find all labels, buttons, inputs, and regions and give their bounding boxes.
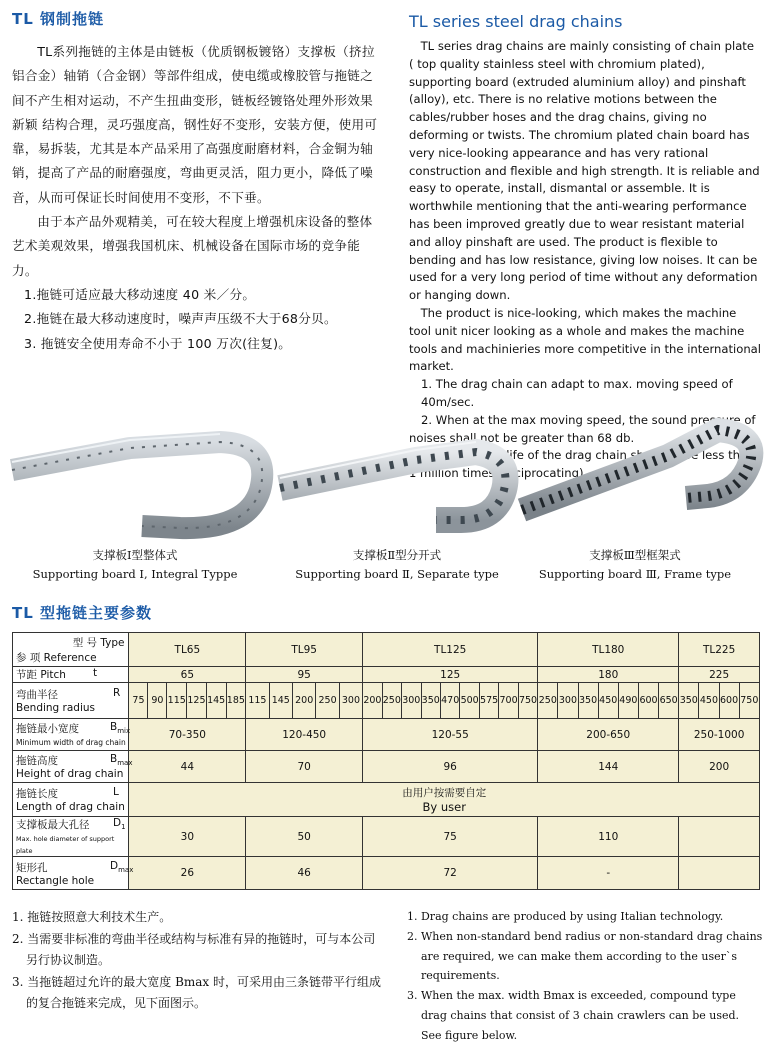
caption-separate [272, 546, 522, 584]
radius-cell: 650 [659, 683, 679, 719]
en-title: TL series steel drag chains [409, 12, 623, 31]
row-label: 节距 Pitch [16, 669, 66, 681]
row-label-en: Bending radius [16, 702, 96, 714]
notes-cn [12, 907, 384, 1015]
table-row [13, 683, 760, 719]
caption-cn: 支撑板Ⅰ型整体式 [92, 548, 178, 562]
table-cell: 95 [246, 667, 363, 683]
radius-cell: 250 [382, 683, 401, 719]
frame-type-chain-image [518, 420, 760, 535]
row-label-height [13, 751, 133, 783]
table-cell: 110 [538, 817, 679, 857]
radius-cell: 125 [187, 683, 207, 719]
radius-cell: 145 [206, 683, 226, 719]
caption-cn: 支撑板Ⅱ型分开式 [352, 548, 442, 562]
radius-cell: 90 [148, 683, 167, 719]
cn-intro [12, 40, 384, 356]
radius-cell: 350 [578, 683, 598, 719]
table-cell [679, 817, 760, 857]
length-value-cn: 由用户按需要自定 [402, 787, 487, 799]
radius-cell: 500 [460, 683, 479, 719]
note: 3. When the max. width Bmax is exceeded, compound type drag chains that consist of 3 chain crawlers can be used. See figure below. [407, 989, 740, 1042]
radius-cell: 300 [558, 683, 578, 719]
caption-cn: 支撑板Ⅲ型框架式 [589, 548, 681, 562]
row-label: 弯曲半径 [16, 689, 58, 701]
model-header: TL95 [246, 633, 363, 667]
en-item: 3. The service life of the drag chain shall not be less than 1 million times (reciprocating). [409, 448, 755, 481]
row-label-en: Height of drag chain [16, 768, 124, 780]
radius-cell: 470 [440, 683, 459, 719]
table-row [13, 719, 760, 751]
integral-type-chain-image [10, 420, 280, 535]
table-cell: 30 [129, 817, 246, 857]
row-label: 拖链最小宽度 [16, 723, 79, 735]
caption-en: Supporting board Ⅱ, Separate type [295, 567, 499, 581]
table-cell: 120-55 [363, 719, 538, 751]
row-label-rect [13, 857, 134, 890]
note: 3. 当拖链超过允许的最大宽度 Bmax 时，可采用由三条链带平行组成的复合拖链来完成，见下面图示。 [12, 974, 382, 1010]
table-cell: 72 [363, 857, 538, 890]
caption-en: Supporting board Ⅰ, Integral Typpe [32, 567, 238, 581]
symbol: R [113, 687, 121, 699]
en-paragraph-2: The product is nice-looking, which makes the machine tool unit nicer looking as a whole and makes the machine tools and machinieries more competitive in the international market. [409, 305, 762, 374]
table-row [13, 751, 760, 783]
table-title: TL 型拖链主要参数 [12, 604, 153, 622]
en-intro [409, 38, 761, 483]
radius-cell: 600 [719, 683, 739, 719]
table-cell: 250-1000 [679, 719, 760, 751]
product-photos [10, 420, 760, 535]
en-item: 1. The drag chain can adapt to max. moving speed of 40m/sec. [421, 377, 733, 409]
radius-cell: 185 [226, 683, 246, 719]
symbol: $B_{max}$ [110, 753, 133, 768]
radius-cell: 600 [638, 683, 658, 719]
cn-paragraph-1: TL系列拖链的主体是由链板（优质钢板镀铬）支撑板（挤拉铝合金）轴销（合金钢）等部件组成，使电缆或橡胶管与拖链之间不产生相对运动，不产生扭曲变形，链板经镀铬处理外形效果新颖 结构合理，灵巧强度高，钢性好不变形，安装方便，使用可靠，易拆装，尤其是本产品采用了高强度耐磨材料，合金铜为轴销，提高了产品的耐磨强度，弯曲更灵活，阻力更小，降低了噪音，从而可保证长时间使用不变形，不下垂。 [12, 44, 378, 205]
cn-title: TL 钢制拖链 [12, 10, 105, 28]
row-label: 支撑板最大孔径 [16, 819, 90, 831]
table-cell: 200-650 [538, 719, 679, 751]
radius-cell: 145 [269, 683, 292, 719]
radius-cell: 75 [129, 683, 148, 719]
corner-top: 型 号 Type [72, 636, 125, 649]
radius-cell: 250 [316, 683, 339, 719]
model-header: TL180 [538, 633, 679, 667]
corner-cell [13, 633, 129, 667]
table-cell: 70 [246, 751, 363, 783]
table-cell: 125 [363, 667, 538, 683]
caption-en: Supporting board Ⅲ, Frame type [538, 567, 732, 581]
caption-integral [10, 546, 260, 584]
symbol: $B_{mix}$ [110, 721, 131, 736]
table-row [13, 667, 760, 683]
table-cell: 120-450 [246, 719, 363, 751]
radius-cell: 250 [538, 683, 558, 719]
table-cell: - [538, 857, 679, 890]
row-label-en: Length of drag chain [16, 801, 125, 813]
cn-paragraph-2: 由于本产品外观精美，可在较大程度上增强机床设备的整体艺术美观效果，增强我国机床、机械设备在国际市场的竞争能力。 [12, 214, 373, 278]
radius-cell: 200 [292, 683, 315, 719]
table-cell: 144 [538, 751, 679, 783]
radius-cell: 115 [246, 683, 269, 719]
corner-bottom: 参 项 Reference [16, 651, 97, 664]
row-label-radius [13, 683, 129, 719]
symbol: $D_1$ [113, 817, 126, 832]
table-cell: 46 [246, 857, 363, 890]
radius-cell: 450 [699, 683, 719, 719]
table-row [13, 783, 760, 817]
separate-type-chain-image [276, 420, 516, 535]
cn-item: 3. 拖链安全使用寿命不小于 100 万次(往复)。 [24, 335, 292, 351]
radius-cell: 300 [402, 683, 421, 719]
radius-cell: 350 [679, 683, 699, 719]
row-label-hole [13, 817, 129, 857]
table-cell: 26 [129, 857, 246, 890]
caption-frame [510, 546, 760, 584]
row-label: 矩形孔 [16, 861, 48, 874]
radius-cell: 300 [339, 683, 362, 719]
symbol: t [93, 667, 98, 679]
en-item: 2. When at the max moving speed, the sound pressure of noises shall not be greater than 68 db. [409, 412, 756, 445]
table-row [13, 633, 760, 667]
cn-item: 2.拖链在最大移动速度时，噪声声压级不大于68分贝。 [24, 311, 337, 327]
radius-cell: 750 [518, 683, 537, 719]
note: 2. 当需要非标准的弯曲半径或结构与标准有异的拖链时，可与本公司另行协议制造。 [12, 931, 376, 967]
spec-table [12, 632, 760, 890]
table-cell: 225 [679, 667, 760, 683]
table-cell: 70-350 [129, 719, 246, 751]
symbol: $D_{max}$ [110, 859, 134, 874]
table-cell [129, 783, 760, 817]
radius-cell: 450 [598, 683, 618, 719]
en-paragraph-1: TL series drag chains are mainly consisting of chain plate ( top quality stainless steel with chromium plated), supporting board (extruded aluminium alloy) and pinshaft (alloy), etc. There is no relative motions between the cables/rubber hoses and the drag chains, giving no deforming or twists. The chromium plated chain board has very nice-looking appearance and has very rational construction and flexible and high strength. It is reliable and easy to operate, install, dismantal or assemble. It is worthwhile mentioning that the anti-wearing performance has been improved greatly due to wear resistant material and alloy pinshaft are used. The product is flexible to bending and has low resistance, giving low noises. It can be used for a very long period of time without any deformation or hanging down. [409, 39, 760, 303]
radius-cell: 700 [499, 683, 518, 719]
row-label-en: Minimum width of drag chain [16, 738, 126, 747]
row-label-pitch [13, 667, 129, 683]
note: 2. When non-standard bend radius or non-standard drag chains are required, we can make them according to the user`s requirements. [407, 929, 763, 983]
radius-cell: 575 [479, 683, 498, 719]
radius-cell: 750 [739, 683, 759, 719]
model-header: TL225 [679, 633, 760, 667]
cn-item: 1.拖链可适应最大移动速度 40 米／分。 [24, 286, 256, 302]
table-row [13, 857, 760, 890]
radius-cell: 115 [167, 683, 187, 719]
model-header: TL65 [129, 633, 246, 667]
table-row [13, 817, 760, 857]
row-label-min-width [13, 719, 129, 751]
row-label: 拖链高度 [16, 755, 58, 767]
row-label-en: Rectangle hole [16, 874, 95, 887]
radius-cell: 350 [421, 683, 440, 719]
table-cell: 44 [129, 751, 246, 783]
table-cell [679, 857, 760, 890]
table-cell: 180 [538, 667, 679, 683]
length-value-en: By user [422, 800, 466, 814]
note: 1. 拖链按照意大利技术生产。 [12, 910, 172, 924]
row-label-length [13, 783, 129, 817]
table-cell: 96 [363, 751, 538, 783]
row-label-en: Max. hole diameter of support plate [16, 835, 115, 855]
table-cell: 75 [363, 817, 538, 857]
symbol: L [113, 786, 119, 798]
table-cell: 200 [679, 751, 760, 783]
radius-cell: 490 [618, 683, 638, 719]
note: 1. Drag chains are produced by using Italian technology. [407, 910, 724, 923]
table-cell: 50 [246, 817, 363, 857]
radius-cell: 200 [363, 683, 382, 719]
model-header: TL125 [363, 633, 538, 667]
row-label: 拖链长度 [16, 788, 58, 800]
table-cell: 65 [129, 667, 246, 683]
notes-en [407, 907, 763, 1046]
